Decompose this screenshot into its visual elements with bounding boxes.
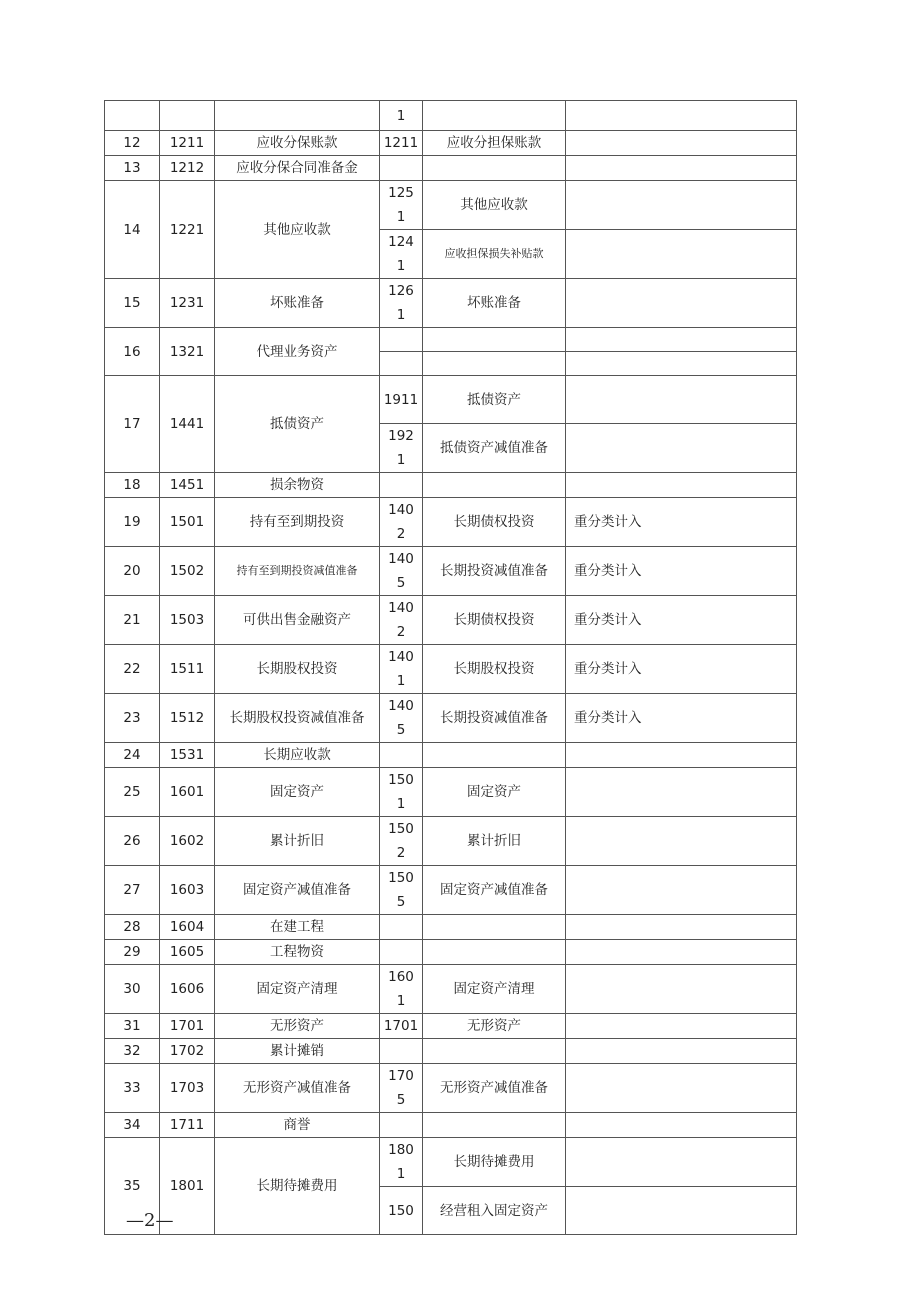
table-row bbox=[105, 131, 797, 156]
note bbox=[566, 424, 797, 473]
row-number: 28 bbox=[105, 915, 160, 940]
row-number: 34 bbox=[105, 1113, 160, 1138]
table-row bbox=[105, 101, 797, 131]
row-number: 33 bbox=[105, 1064, 160, 1113]
row-number: 17 bbox=[105, 376, 160, 473]
new-name: 无形资产 bbox=[423, 1014, 566, 1039]
new-name bbox=[423, 352, 566, 376]
old-name: 坏账准备 bbox=[215, 279, 380, 328]
row-number: 15 bbox=[105, 279, 160, 328]
old-name: 在建工程 bbox=[215, 915, 380, 940]
row-number bbox=[105, 101, 160, 131]
old-code: 1531 bbox=[160, 743, 215, 768]
new-code bbox=[380, 743, 423, 768]
table-row bbox=[105, 498, 797, 547]
new-name: 长期投资减值准备 bbox=[423, 547, 566, 596]
table-row bbox=[105, 547, 797, 596]
row-number: 23 bbox=[105, 694, 160, 743]
new-code: 140 5 bbox=[380, 547, 423, 596]
note bbox=[566, 352, 797, 376]
old-code: 1601 bbox=[160, 768, 215, 817]
old-code: 1602 bbox=[160, 817, 215, 866]
note: 重分类计入 bbox=[566, 498, 797, 547]
old-code: 1211 bbox=[160, 131, 215, 156]
old-name: 商誉 bbox=[215, 1113, 380, 1138]
old-name: 抵债资产 bbox=[215, 376, 380, 473]
table-row bbox=[105, 743, 797, 768]
note bbox=[566, 866, 797, 915]
new-code: 160 1 bbox=[380, 965, 423, 1014]
new-code bbox=[380, 156, 423, 181]
note bbox=[566, 768, 797, 817]
row-number: 26 bbox=[105, 817, 160, 866]
new-code: 1211 bbox=[380, 131, 423, 156]
new-name bbox=[423, 1039, 566, 1064]
old-name: 应收分保合同准备金 bbox=[215, 156, 380, 181]
old-code: 1321 bbox=[160, 328, 215, 376]
new-name: 无形资产减值准备 bbox=[423, 1064, 566, 1113]
new-code: 125 1 bbox=[380, 181, 423, 230]
note bbox=[566, 473, 797, 498]
table-row bbox=[105, 1064, 797, 1113]
new-code bbox=[380, 915, 423, 940]
new-code bbox=[380, 473, 423, 498]
table-row bbox=[105, 817, 797, 866]
note bbox=[566, 376, 797, 424]
old-code: 1605 bbox=[160, 940, 215, 965]
old-name: 长期待摊费用 bbox=[215, 1138, 380, 1235]
old-name: 无形资产减值准备 bbox=[215, 1064, 380, 1113]
new-name: 应收分担保账款 bbox=[423, 131, 566, 156]
note bbox=[566, 1187, 797, 1235]
account-mapping-table bbox=[104, 100, 797, 1235]
row-number: 12 bbox=[105, 131, 160, 156]
table-row bbox=[105, 279, 797, 328]
old-code bbox=[160, 101, 215, 131]
page-number: —2— bbox=[126, 1210, 174, 1231]
new-code: 1911 bbox=[380, 376, 423, 424]
note bbox=[566, 915, 797, 940]
new-name bbox=[423, 915, 566, 940]
table-row bbox=[105, 181, 797, 230]
new-name: 坏账准备 bbox=[423, 279, 566, 328]
old-code: 1231 bbox=[160, 279, 215, 328]
row-number: 14 bbox=[105, 181, 160, 279]
row-number: 16 bbox=[105, 328, 160, 376]
note bbox=[566, 1064, 797, 1113]
old-code: 1702 bbox=[160, 1039, 215, 1064]
old-code: 1703 bbox=[160, 1064, 215, 1113]
note bbox=[566, 230, 797, 279]
old-name: 持有至到期投资 bbox=[215, 498, 380, 547]
old-code: 1501 bbox=[160, 498, 215, 547]
old-name: 固定资产减值准备 bbox=[215, 866, 380, 915]
new-code: 1701 bbox=[380, 1014, 423, 1039]
new-name bbox=[423, 328, 566, 352]
row-number: 30 bbox=[105, 965, 160, 1014]
row-number: 24 bbox=[105, 743, 160, 768]
note: 重分类计入 bbox=[566, 645, 797, 694]
new-code: 150 1 bbox=[380, 768, 423, 817]
old-code: 1801 bbox=[160, 1138, 215, 1235]
row-number: 35 bbox=[105, 1138, 160, 1235]
old-code: 1606 bbox=[160, 965, 215, 1014]
note bbox=[566, 181, 797, 230]
note bbox=[566, 328, 797, 352]
new-code: 140 2 bbox=[380, 498, 423, 547]
new-name bbox=[423, 1113, 566, 1138]
new-code: 140 1 bbox=[380, 645, 423, 694]
old-name: 代理业务资产 bbox=[215, 328, 380, 376]
table-row bbox=[105, 940, 797, 965]
old-name: 持有至到期投资减值准备 bbox=[215, 547, 380, 596]
old-code: 1711 bbox=[160, 1113, 215, 1138]
old-code: 1503 bbox=[160, 596, 215, 645]
old-name: 工程物资 bbox=[215, 940, 380, 965]
new-name bbox=[423, 473, 566, 498]
old-name: 固定资产清理 bbox=[215, 965, 380, 1014]
note bbox=[566, 1113, 797, 1138]
new-code: 140 5 bbox=[380, 694, 423, 743]
row-number: 25 bbox=[105, 768, 160, 817]
old-code: 1221 bbox=[160, 181, 215, 279]
old-name: 损余物资 bbox=[215, 473, 380, 498]
old-code: 1441 bbox=[160, 376, 215, 473]
note: 重分类计入 bbox=[566, 596, 797, 645]
note bbox=[566, 965, 797, 1014]
new-name: 累计折旧 bbox=[423, 817, 566, 866]
new-code: 1 bbox=[380, 101, 423, 131]
old-name: 无形资产 bbox=[215, 1014, 380, 1039]
old-code: 1502 bbox=[160, 547, 215, 596]
new-name bbox=[423, 940, 566, 965]
note: 重分类计入 bbox=[566, 694, 797, 743]
old-name: 固定资产 bbox=[215, 768, 380, 817]
old-code: 1604 bbox=[160, 915, 215, 940]
table-row bbox=[105, 1039, 797, 1064]
new-name: 长期投资减值准备 bbox=[423, 694, 566, 743]
new-code: 150 bbox=[380, 1187, 423, 1235]
row-number: 27 bbox=[105, 866, 160, 915]
old-code: 1511 bbox=[160, 645, 215, 694]
new-code: 192 1 bbox=[380, 424, 423, 473]
new-name: 固定资产减值准备 bbox=[423, 866, 566, 915]
table-row bbox=[105, 915, 797, 940]
note bbox=[566, 817, 797, 866]
row-number: 13 bbox=[105, 156, 160, 181]
row-number: 22 bbox=[105, 645, 160, 694]
new-name: 长期债权投资 bbox=[423, 596, 566, 645]
old-name: 可供出售金融资产 bbox=[215, 596, 380, 645]
row-number: 29 bbox=[105, 940, 160, 965]
old-name: 应收分保账款 bbox=[215, 131, 380, 156]
row-number: 21 bbox=[105, 596, 160, 645]
new-name: 长期债权投资 bbox=[423, 498, 566, 547]
new-name: 长期股权投资 bbox=[423, 645, 566, 694]
table-row bbox=[105, 645, 797, 694]
new-name bbox=[423, 156, 566, 181]
note bbox=[566, 1039, 797, 1064]
row-number: 19 bbox=[105, 498, 160, 547]
note bbox=[566, 940, 797, 965]
note bbox=[566, 743, 797, 768]
new-code bbox=[380, 328, 423, 352]
note bbox=[566, 1138, 797, 1187]
old-code: 1603 bbox=[160, 866, 215, 915]
old-code: 1451 bbox=[160, 473, 215, 498]
note bbox=[566, 131, 797, 156]
note bbox=[566, 101, 797, 131]
new-code: 140 2 bbox=[380, 596, 423, 645]
new-name: 应收担保损失补贴款 bbox=[423, 230, 566, 279]
new-name: 固定资产清理 bbox=[423, 965, 566, 1014]
row-number: 31 bbox=[105, 1014, 160, 1039]
old-code: 1512 bbox=[160, 694, 215, 743]
new-name: 抵债资产 bbox=[423, 376, 566, 424]
new-code: 124 1 bbox=[380, 230, 423, 279]
new-code: 170 5 bbox=[380, 1064, 423, 1113]
table-row bbox=[105, 866, 797, 915]
table-row bbox=[105, 965, 797, 1014]
table-row bbox=[105, 694, 797, 743]
new-name: 经营租入固定资产 bbox=[423, 1187, 566, 1235]
table-row bbox=[105, 473, 797, 498]
old-name bbox=[215, 101, 380, 131]
old-name: 其他应收款 bbox=[215, 181, 380, 279]
new-name: 固定资产 bbox=[423, 768, 566, 817]
note bbox=[566, 1014, 797, 1039]
new-code bbox=[380, 352, 423, 376]
new-code: 150 2 bbox=[380, 817, 423, 866]
old-name: 累计折旧 bbox=[215, 817, 380, 866]
old-name: 长期股权投资减值准备 bbox=[215, 694, 380, 743]
row-number: 18 bbox=[105, 473, 160, 498]
table-row bbox=[105, 596, 797, 645]
new-code: 180 1 bbox=[380, 1138, 423, 1187]
old-name: 长期应收款 bbox=[215, 743, 380, 768]
old-name: 累计摊销 bbox=[215, 1039, 380, 1064]
new-code: 150 5 bbox=[380, 866, 423, 915]
new-code bbox=[380, 940, 423, 965]
new-code: 126 1 bbox=[380, 279, 423, 328]
table-row bbox=[105, 376, 797, 424]
row-number: 32 bbox=[105, 1039, 160, 1064]
table-row bbox=[105, 1113, 797, 1138]
note bbox=[566, 279, 797, 328]
new-name: 长期待摊费用 bbox=[423, 1138, 566, 1187]
table-row bbox=[105, 1014, 797, 1039]
new-name: 抵债资产减值准备 bbox=[423, 424, 566, 473]
note bbox=[566, 156, 797, 181]
table-row bbox=[105, 1138, 797, 1187]
table-row bbox=[105, 768, 797, 817]
table-row bbox=[105, 156, 797, 181]
new-name bbox=[423, 101, 566, 131]
table-row bbox=[105, 328, 797, 352]
old-code: 1212 bbox=[160, 156, 215, 181]
row-number: 20 bbox=[105, 547, 160, 596]
note: 重分类计入 bbox=[566, 547, 797, 596]
old-name: 长期股权投资 bbox=[215, 645, 380, 694]
table-body bbox=[105, 101, 797, 1235]
new-code bbox=[380, 1039, 423, 1064]
new-name bbox=[423, 743, 566, 768]
new-code bbox=[380, 1113, 423, 1138]
old-code: 1701 bbox=[160, 1014, 215, 1039]
new-name: 其他应收款 bbox=[423, 181, 566, 230]
